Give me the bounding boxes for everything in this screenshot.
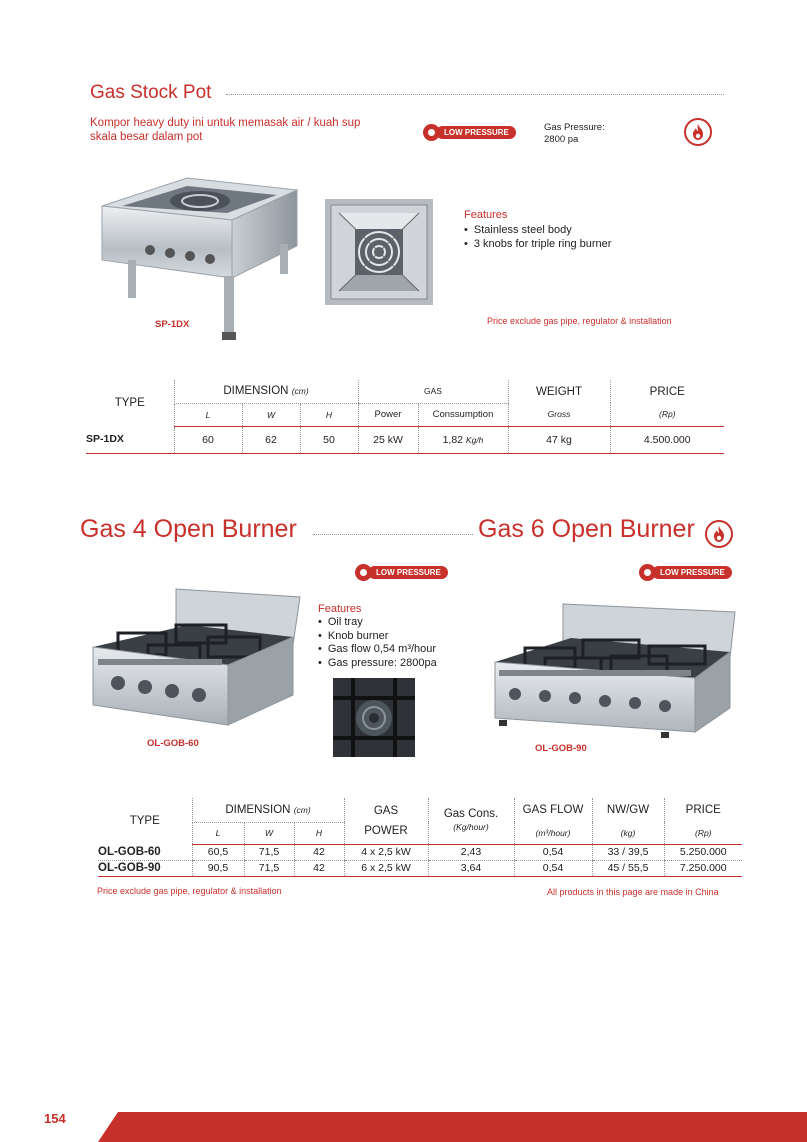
stock-pot-image [92, 168, 307, 348]
cell-weight: 47 kg [508, 426, 610, 453]
cell-h: 42 [294, 844, 344, 860]
col-nwgw: NW/GW [592, 798, 664, 822]
section1-price-note: Price exclude gas pipe, regulator & installation [487, 316, 672, 326]
fire-icon [684, 118, 712, 146]
col-type: TYPE [114, 397, 145, 409]
features-title: Features [464, 209, 508, 221]
fire-icon [705, 520, 733, 548]
cell-power: 4 x 2,5 kW [344, 844, 428, 860]
cell-cons: 2,43 [428, 844, 514, 860]
low-pressure-badge [639, 564, 732, 580]
cell-flow: 0,54 [514, 844, 592, 860]
cell-nwgw: 45 / 55,5 [592, 860, 664, 876]
cell-w: 71,5 [244, 844, 294, 860]
col-rp: (Rp) [610, 403, 724, 426]
col-gas-power [344, 798, 428, 844]
col-l: L [192, 822, 244, 844]
feature-item: • Gas flow 0,54 m³/hour [318, 643, 437, 657]
col-gas: GAS [358, 380, 508, 403]
col-type: TYPE [129, 815, 160, 827]
feature-item: • Gas pressure: 2800pa [318, 657, 437, 671]
gas-pressure-value: 2800 pa [544, 134, 579, 145]
section2-features [318, 603, 437, 670]
low-pressure-badge [423, 124, 516, 140]
dimension-label: DIMENSION [223, 385, 289, 398]
section1-description [90, 116, 410, 144]
cell-cons: 3,64 [428, 860, 514, 876]
dimension-unit: (cm) [291, 386, 309, 397]
feature-item: • Stainless steel body [464, 224, 611, 238]
cell-price: 4.500.000 [610, 426, 724, 453]
feature-item: • Knob burner [318, 630, 437, 644]
gas-pressure-info [544, 122, 605, 146]
stock-pot-table [86, 380, 724, 454]
cell-w: 62 [242, 426, 300, 453]
badge-label: LOW PRESSURE [436, 126, 516, 139]
table-row [98, 860, 742, 876]
col-dimension [174, 380, 358, 403]
col-weight: WEIGHT [508, 380, 610, 403]
model-label-olgob60: OL-GOB-60 [147, 738, 199, 749]
description-line-2: skala besar dalam pot [90, 131, 203, 143]
title-divider [226, 94, 724, 95]
page-number: 154 [44, 1111, 66, 1126]
section1-features [464, 209, 611, 251]
pressure-gauge-icon [423, 124, 440, 141]
footer-bar [98, 1112, 807, 1142]
cell-power: 6 x 2,5 kW [344, 860, 428, 876]
col-gas-cons: Gas Cons. [428, 798, 514, 822]
col-w: W [244, 822, 294, 844]
section1-title: Gas Stock Pot [90, 82, 212, 103]
low-pressure-badge [355, 564, 448, 580]
cell-l: 60 [174, 426, 242, 453]
col-l: L [174, 403, 242, 426]
gas-4-burner-image [88, 585, 303, 735]
model-label-sp1dx: SP-1DX [155, 319, 190, 330]
feature-item: • 3 knobs for triple ring burner [464, 238, 611, 252]
cell-type: OL-GOB-60 [98, 844, 192, 860]
col-w: W [242, 403, 300, 426]
cell-h: 50 [300, 426, 358, 453]
dimension-label: DIMENSION [225, 803, 291, 816]
cell-l: 60,5 [192, 844, 244, 860]
col-gas-flow: GAS FLOW [514, 798, 592, 822]
open-burner-table [98, 798, 742, 877]
cell-power: 25 kW [358, 426, 418, 453]
dimension-unit: (cm) [293, 804, 311, 815]
cell-price: 5.250.000 [664, 844, 742, 860]
model-label-olgob90: OL-GOB-90 [535, 743, 587, 754]
burner-top-view-image [325, 199, 433, 305]
features-title: Features [318, 603, 362, 615]
cell-consumption [418, 426, 508, 453]
col-gas-cons-unit: (Kg/hour) [428, 822, 514, 844]
title-divider [313, 534, 473, 535]
col-dimension [192, 798, 344, 822]
col-price: PRICE [610, 380, 724, 403]
pressure-gauge-icon [355, 564, 372, 581]
burner-closeup-image [333, 678, 415, 757]
section2-price-note: Price exclude gas pipe, regulator & installation [97, 886, 282, 896]
power-label: POWER [364, 824, 408, 837]
origin-note: All products in this page are made in China [547, 887, 719, 897]
description-line-1: Kompor heavy duty ini untuk memasak air / kuah sup [90, 117, 361, 129]
gas-pressure-label: Gas Pressure: [544, 122, 605, 133]
col-power: Power [358, 403, 418, 426]
cell-type: OL-GOB-90 [98, 860, 192, 876]
col-gas-flow-unit: (m³/hour) [514, 822, 592, 844]
feature-item: • Oil tray [318, 616, 437, 630]
table-row [86, 426, 724, 453]
cell-price: 7.250.000 [664, 860, 742, 876]
col-h: H [300, 403, 358, 426]
col-h: H [294, 822, 344, 844]
cell-type: SP-1DX [86, 426, 174, 453]
cell-cons-unit: Kg/h [465, 434, 484, 445]
cell-nwgw: 33 / 39,5 [592, 844, 664, 860]
section2-title-left: Gas 4 Open Burner [80, 515, 297, 543]
cell-h: 42 [294, 860, 344, 876]
badge-label: LOW PRESSURE [652, 566, 732, 579]
cell-flow: 0,54 [514, 860, 592, 876]
section2-title-right: Gas 6 Open Burner [478, 515, 695, 543]
col-nwgw-unit: (kg) [592, 822, 664, 844]
gas-6-burner-image [485, 600, 740, 750]
col-consumption: Conssumption [418, 403, 508, 426]
pressure-gauge-icon [639, 564, 656, 581]
table-row [98, 844, 742, 860]
cell-w: 71,5 [244, 860, 294, 876]
col-price: PRICE [664, 798, 742, 822]
col-rp: (Rp) [664, 822, 742, 844]
col-gross: Gross [508, 403, 610, 426]
gas-label: GAS [373, 804, 399, 817]
badge-label: LOW PRESSURE [368, 566, 448, 579]
cell-l: 90,5 [192, 860, 244, 876]
cell-cons-value: 1,82 [442, 433, 463, 446]
